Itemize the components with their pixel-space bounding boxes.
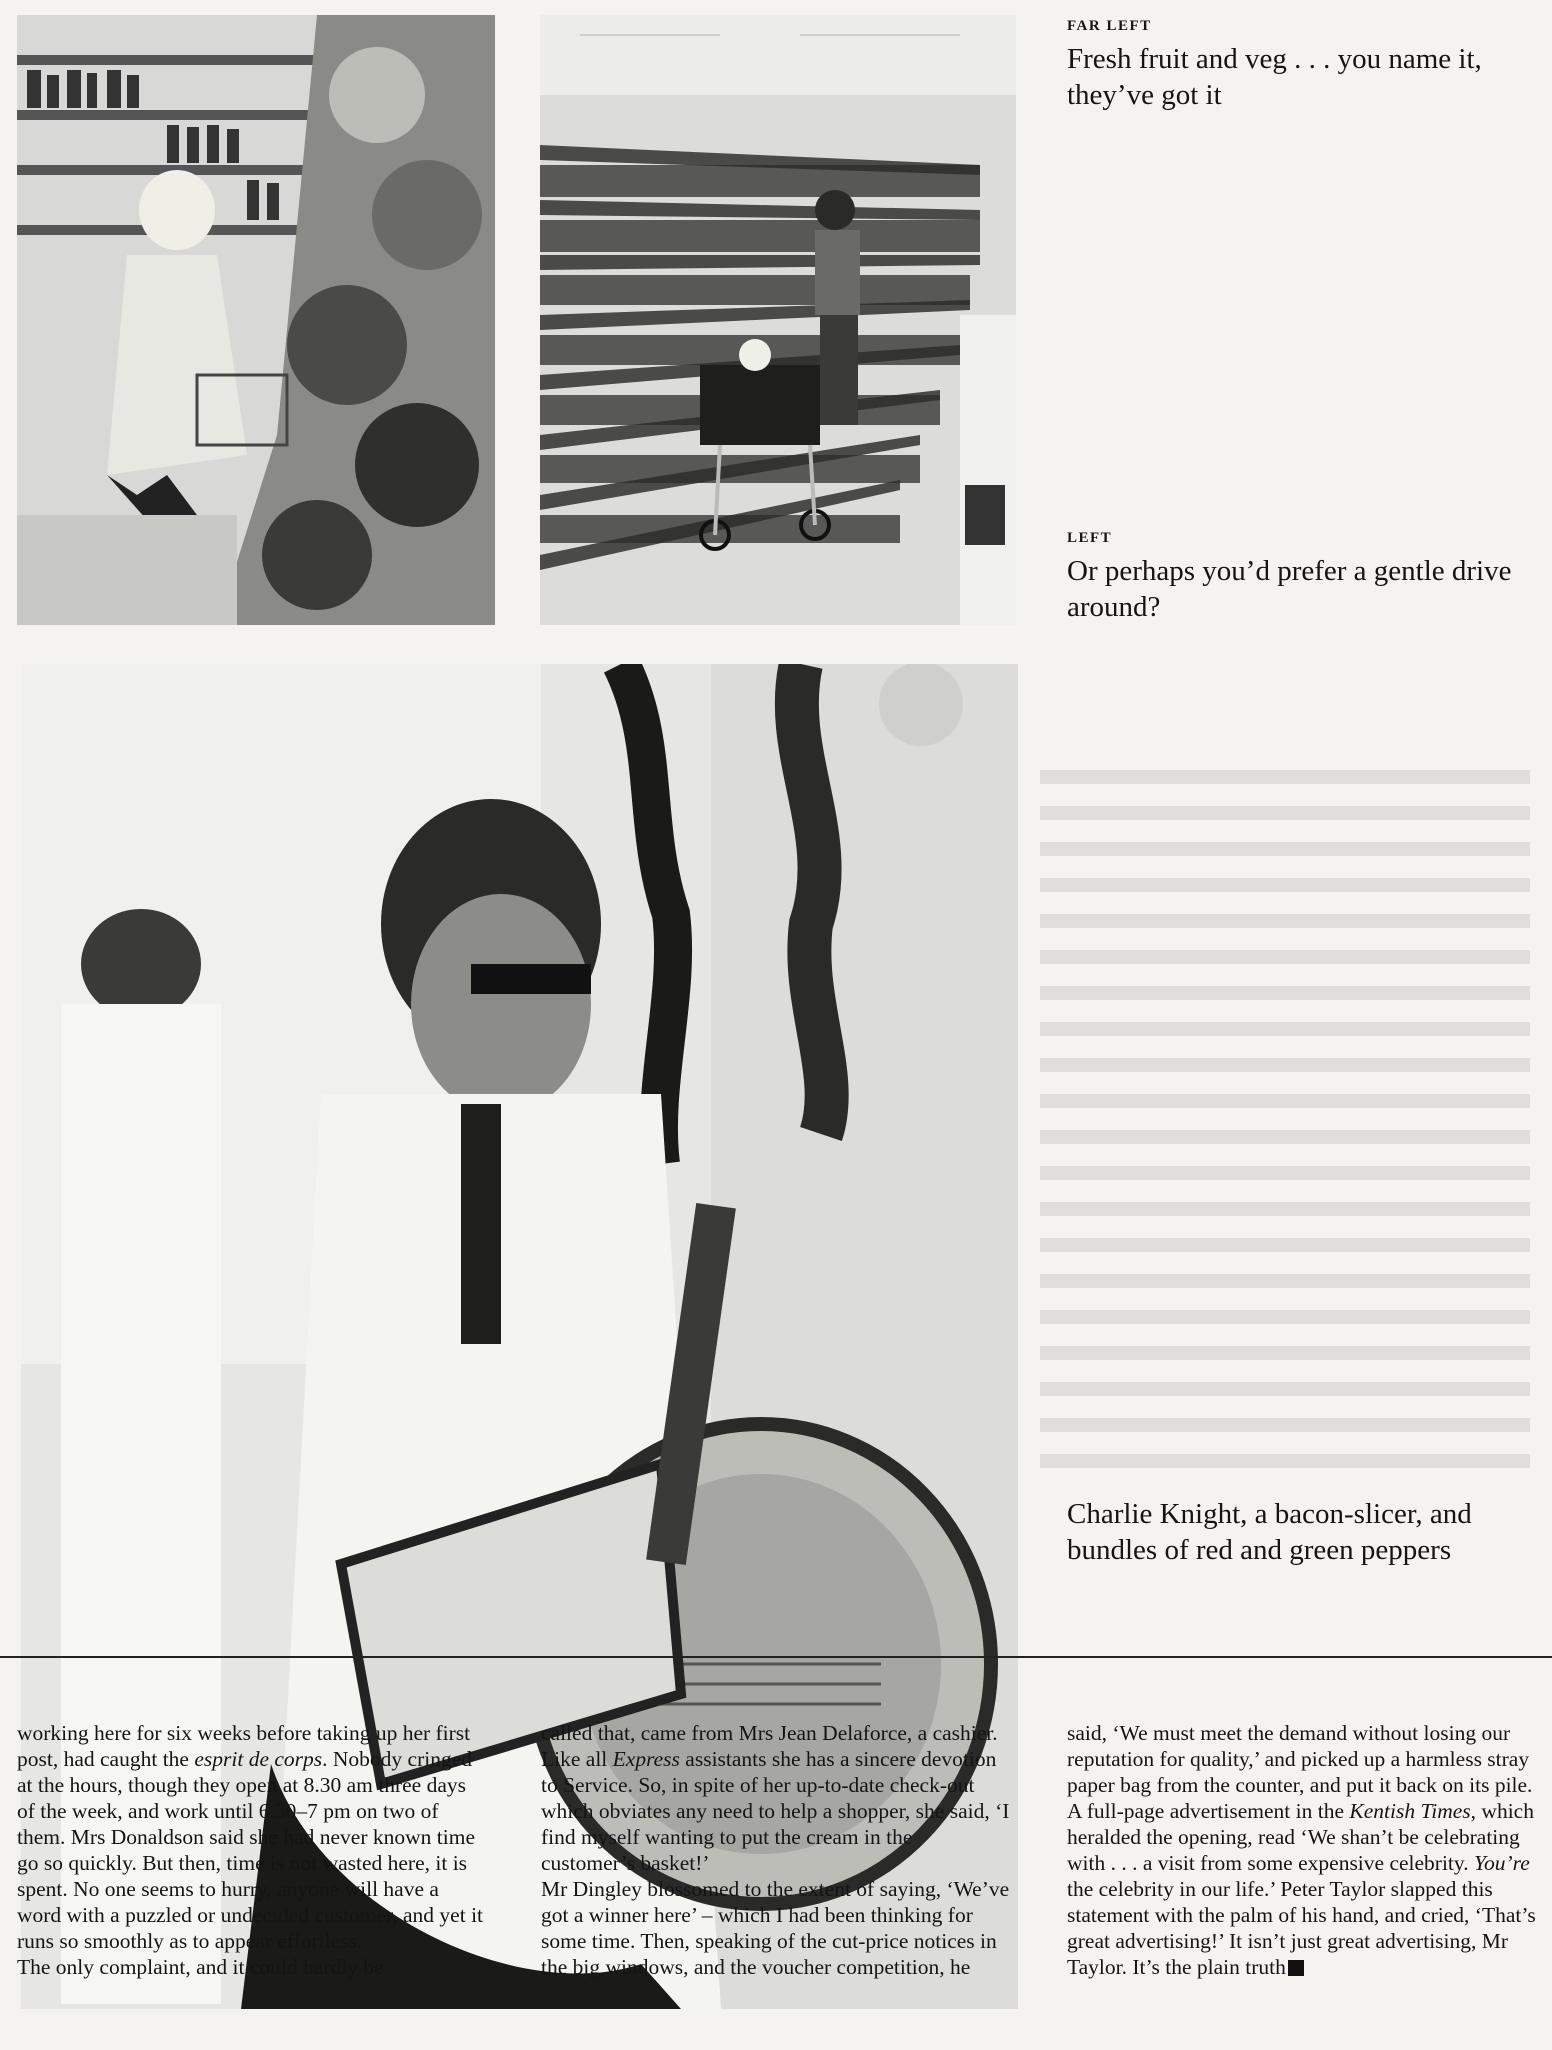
article-column-2	[541, 1720, 1011, 1980]
caption-text: Fresh fruit and veg . . . you name it, they’ve got it	[1067, 43, 1482, 111]
article-column-1	[17, 1720, 487, 1980]
caption-label: LEFT	[1067, 530, 1113, 546]
caption-text: Charlie Knight, a bacon-slicer, and bundles of red and green peppers	[1067, 1498, 1472, 1566]
paragraph: A full-page advertisement in the Kentish Times, which heralded the opening, read ‘We shan’t be celebrating with . . . a visit from some expensive celebrity. You’re the celebrity in our life.’ Peter Taylor slapped this statement with the palm of his hand, and cried, ‘That’s great advertising!’ It isn’t just great advertising, Mr Taylor. It’s the plain truth	[1067, 1799, 1536, 1979]
caption-label: FAR LEFT	[1067, 18, 1152, 34]
paragraph: said, ‘We must meet the demand without losing our reputation for quality,’ and picked up a harmless stray paper bag from the counter, and put it back on its pile.	[1067, 1721, 1533, 1797]
column-divider-rule	[0, 1656, 1552, 1658]
caption-left	[1067, 530, 1537, 625]
paragraph: working here for six weeks before taking up her first post, had caught the esprit de corps. Nobody cringed at the hours, though they open at 8.30 am three days of the week, and work until 6.30–7 pm on two of them. Mrs Donaldson said she had never known time go so quickly. But then, time is not wasted here, it is spent. No one seems to hurry, anyone will have a word with a puzzled or undecided customer, and yet it runs so smoothly as to appear effortless.	[17, 1721, 484, 1953]
caption-text: Or perhaps you’d prefer a gentle drive around?	[1067, 555, 1512, 623]
end-of-article-mark	[1288, 1960, 1304, 1976]
article-column-3	[1067, 1720, 1537, 1980]
photo-fruit-and-veg	[17, 15, 495, 625]
caption-far-left	[1067, 18, 1537, 113]
photo-shopper-with-pram	[540, 15, 1016, 625]
paragraph: Mr Dingley blossomed to the extent of saying, ‘We’ve got a winner here’ – which I had been thinking for some time. Then, speaking of the cut-price notices in the big windows, and the voucher competition, he	[541, 1877, 1010, 1979]
paragraph: called that, came from Mrs Jean Delaforce, a cashier. Like all Express assistants she has a sincere devotion to Service. So, in spite of her up-to-date check-out which obviates any need to help a shopper, she said, ‘I find myself wanting to put the cream in the customer’s basket!’	[541, 1721, 1010, 1875]
paragraph: The only complaint, and it could hardly be	[17, 1955, 384, 1979]
